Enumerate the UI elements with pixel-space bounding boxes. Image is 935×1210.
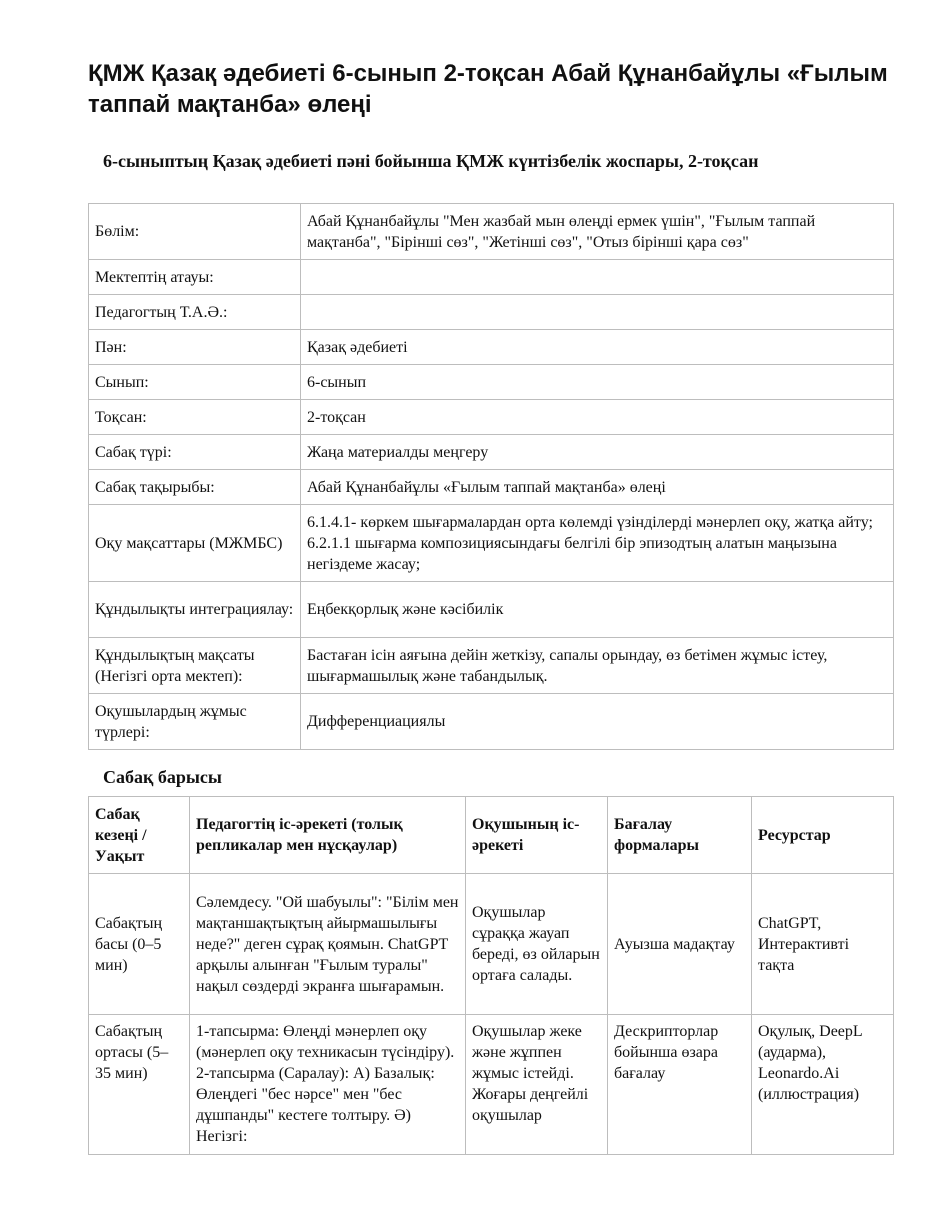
stage-cell: Сабақтың басы (0–5 мин) bbox=[89, 874, 190, 1015]
info-value bbox=[301, 295, 894, 330]
info-row bbox=[89, 365, 894, 400]
info-value: Қазақ әдебиеті bbox=[301, 330, 894, 365]
table-row bbox=[89, 874, 894, 1015]
info-row bbox=[89, 330, 894, 365]
info-row bbox=[89, 694, 894, 750]
info-row bbox=[89, 400, 894, 435]
info-row bbox=[89, 470, 894, 505]
info-value: 2-тоқсан bbox=[301, 400, 894, 435]
info-value bbox=[301, 260, 894, 295]
document-title: ҚМЖ Қазақ әдебиеті 6-сынып 2-тоқсан Абай Құнанбайұлы «Ғылым таппай мақтанба» өлеңі bbox=[88, 60, 888, 118]
info-value: 6.1.4.1- көркем шығармалардан орта көлемді үзінділерді мәнерлеп оқу, жатқа айту; 6.2.1.1 шығарма композициясындағы белгілі бір эпизодтың алатын маңызына негіздеме жасау; bbox=[301, 505, 894, 582]
info-value: Жаңа материалды меңгеру bbox=[301, 435, 894, 470]
info-label: Мектептің атауы: bbox=[89, 260, 301, 295]
info-row bbox=[89, 260, 894, 295]
info-label: Құндылықтың мақсаты (Негізгі орта мектеп): bbox=[89, 638, 301, 694]
info-label: Оқушылардың жұмыс түрлері: bbox=[89, 694, 301, 750]
resources-cell: Оқулық, DeepL (аударма), Leonardo.Ai (иллюстрация) bbox=[752, 1015, 894, 1155]
info-row bbox=[89, 638, 894, 694]
info-row bbox=[89, 295, 894, 330]
info-value: Бастаған ісін аяғына дейін жеткізу, сапалы орындау, өз бетімен жұмыс істеу, шығармашылық және табандылық. bbox=[301, 638, 894, 694]
info-label: Педагогтың Т.А.Ә.: bbox=[89, 295, 301, 330]
student-cell: Оқушылар жеке және жұппен жұмыс істейді. Жоғары деңгейлі оқушылар bbox=[466, 1015, 608, 1155]
lesson-flow-heading: Сабақ барысы bbox=[103, 767, 222, 787]
header-student: Оқушының іс-әрекеті bbox=[466, 797, 608, 874]
info-value: 6-сынып bbox=[301, 365, 894, 400]
info-row bbox=[89, 204, 894, 260]
info-value: Абай Құнанбайұлы "Мен жазбай мын өлеңді ермек үшін", "Ғылым таппай мақтанба", "Бірінші сөз", "Жетінші сөз", "Отыз бірінші қара сөз" bbox=[301, 204, 894, 260]
lesson-flow-table bbox=[88, 796, 894, 1155]
table-header-row bbox=[89, 797, 894, 874]
header-teacher: Педагогтің іс-әрекеті (толық репликалар мен нұсқаулар) bbox=[190, 797, 466, 874]
resources-cell: ChatGPT, Интерактивті тақта bbox=[752, 874, 894, 1015]
teacher-cell: Сәлемдесу. "Ой шабуылы": "Білім мен мақтаншақтықтың айырмашылығы неде?" деген сұрақ қоямын. ChatGPT арқылы алынған "Ғылым туралы" нақыл сөздерді экранға шығарамын. bbox=[190, 874, 466, 1015]
info-value: Еңбекқорлық және кәсібилік bbox=[301, 582, 894, 638]
info-value: Дифференциациялы bbox=[301, 694, 894, 750]
info-value: Абай Құнанбайұлы «Ғылым таппай мақтанба» өлеңі bbox=[301, 470, 894, 505]
header-assessment: Бағалау формалары bbox=[608, 797, 752, 874]
header-resources: Ресурстар bbox=[752, 797, 894, 874]
header-stage: Сабақ кезеңі / Уақыт bbox=[89, 797, 190, 874]
info-label: Оқу мақсаттары (МЖМБС) bbox=[89, 505, 301, 582]
stage-cell: Сабақтың ортасы (5–35 мин) bbox=[89, 1015, 190, 1155]
assessment-cell: Ауызша мадақтау bbox=[608, 874, 752, 1015]
teacher-cell: 1-тапсырма: Өлеңді мәнерлеп оқу (мәнерлеп оқу техникасын түсіндіру). 2-тапсырма (Саралау): А) Базалық: Өлеңдегі "бес нәрсе" мен "бес дұшпанды" кестеге толтыру. Ә) Негізгі: bbox=[190, 1015, 466, 1155]
info-label: Сабақ түрі: bbox=[89, 435, 301, 470]
info-row bbox=[89, 435, 894, 470]
assessment-cell: Дескрипторлар бойынша өзара бағалау bbox=[608, 1015, 752, 1155]
table-row bbox=[89, 1015, 894, 1155]
info-label: Бөлім: bbox=[89, 204, 301, 260]
info-label: Құндылықты интеграциялау: bbox=[89, 582, 301, 638]
info-label: Пән: bbox=[89, 330, 301, 365]
lesson-info-table bbox=[88, 203, 894, 750]
info-label: Сабақ тақырыбы: bbox=[89, 470, 301, 505]
info-row bbox=[89, 505, 894, 582]
info-label: Тоқсан: bbox=[89, 400, 301, 435]
plan-subtitle: 6-сыныптың Қазақ әдебиеті пәні бойынша ҚМЖ күнтізбелік жоспары, 2-тоқсан bbox=[103, 151, 759, 171]
info-label: Сынып: bbox=[89, 365, 301, 400]
student-cell: Оқушылар сұраққа жауап береді, өз ойларын ортаға салады. bbox=[466, 874, 608, 1015]
info-row bbox=[89, 582, 894, 638]
